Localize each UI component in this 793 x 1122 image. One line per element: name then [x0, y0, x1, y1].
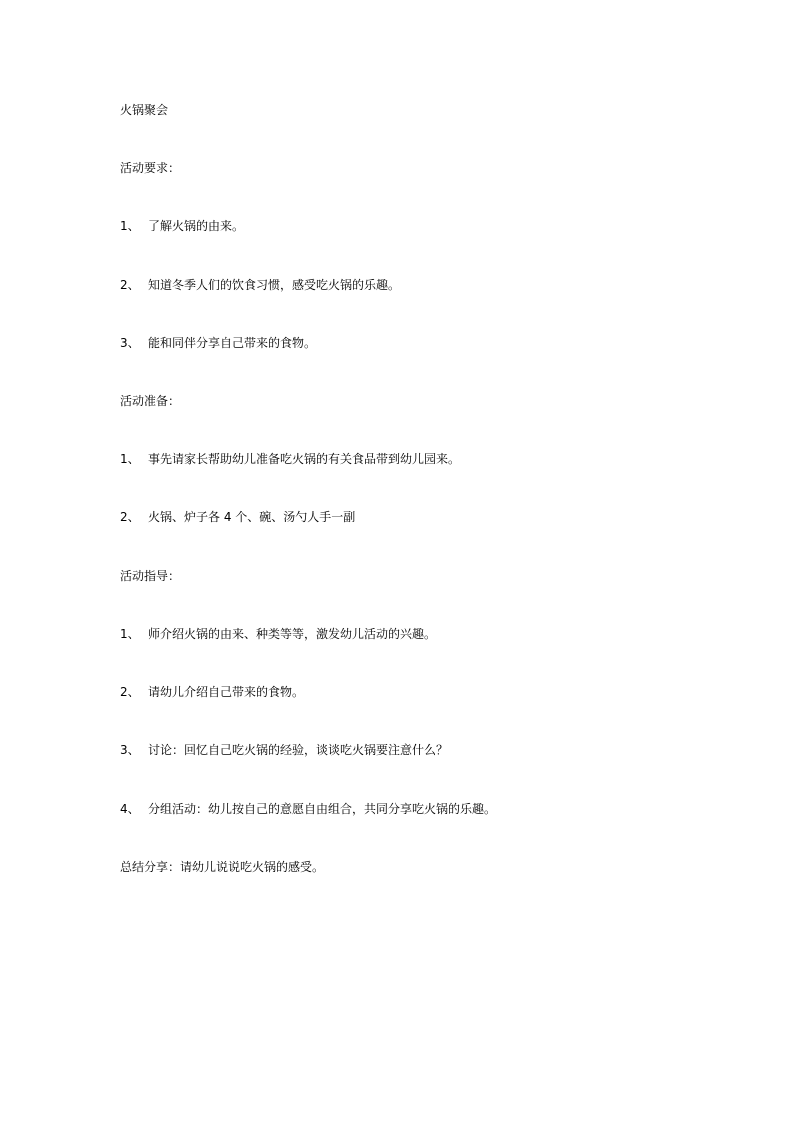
guidance-heading: 活动指导：: [120, 569, 181, 583]
item-text: 分组活动：幼儿按自己的意愿自由组合，共同分享吃火锅的乐趣。: [148, 802, 497, 816]
summary-paragraph: 总结分享：请幼儿说说吃火锅的感受。: [120, 860, 325, 874]
item-number: 1、: [120, 627, 140, 641]
item-number: 1、: [120, 219, 140, 233]
preparation-heading: 活动准备：: [120, 394, 181, 408]
item-number: 4、: [120, 802, 140, 816]
item-text: 能和同伴分享自己带来的食物。: [148, 336, 317, 350]
requirements-heading: 活动要求：: [120, 161, 181, 175]
item-number: 2、: [120, 510, 140, 524]
list-item: [120, 509, 355, 525]
item-text: 知道冬季人们的饮食习惯，感受吃火锅的乐趣。: [148, 278, 401, 292]
document-title: 火锅聚会: [120, 103, 169, 117]
list-item: [120, 684, 304, 700]
item-number: 3、: [120, 336, 140, 350]
list-item: [120, 218, 244, 234]
item-text: 火锅、炉子各 4 个、碗、汤勺人手一副: [148, 510, 356, 524]
item-text: 师介绍火锅的由来、种类等等，激发幼儿活动的兴趣。: [148, 627, 437, 641]
item-number: 1、: [120, 452, 140, 466]
list-item: [120, 451, 460, 467]
list-item: [120, 626, 436, 642]
item-text: 请幼儿介绍自己带来的食物。: [148, 685, 305, 699]
item-text: 事先请家长帮助幼儿准备吃火锅的有关食品带到幼儿园来。: [148, 452, 461, 466]
item-number: 2、: [120, 685, 140, 699]
list-item: [120, 335, 316, 351]
list-item: [120, 742, 448, 758]
item-text: 了解火锅的由来。: [148, 219, 245, 233]
list-item: [120, 801, 496, 817]
list-item: [120, 277, 400, 293]
item-text: 讨论：回忆自己吃火锅的经验，谈谈吃火锅要注意什么？: [148, 743, 449, 757]
item-number: 3、: [120, 743, 140, 757]
item-number: 2、: [120, 278, 140, 292]
